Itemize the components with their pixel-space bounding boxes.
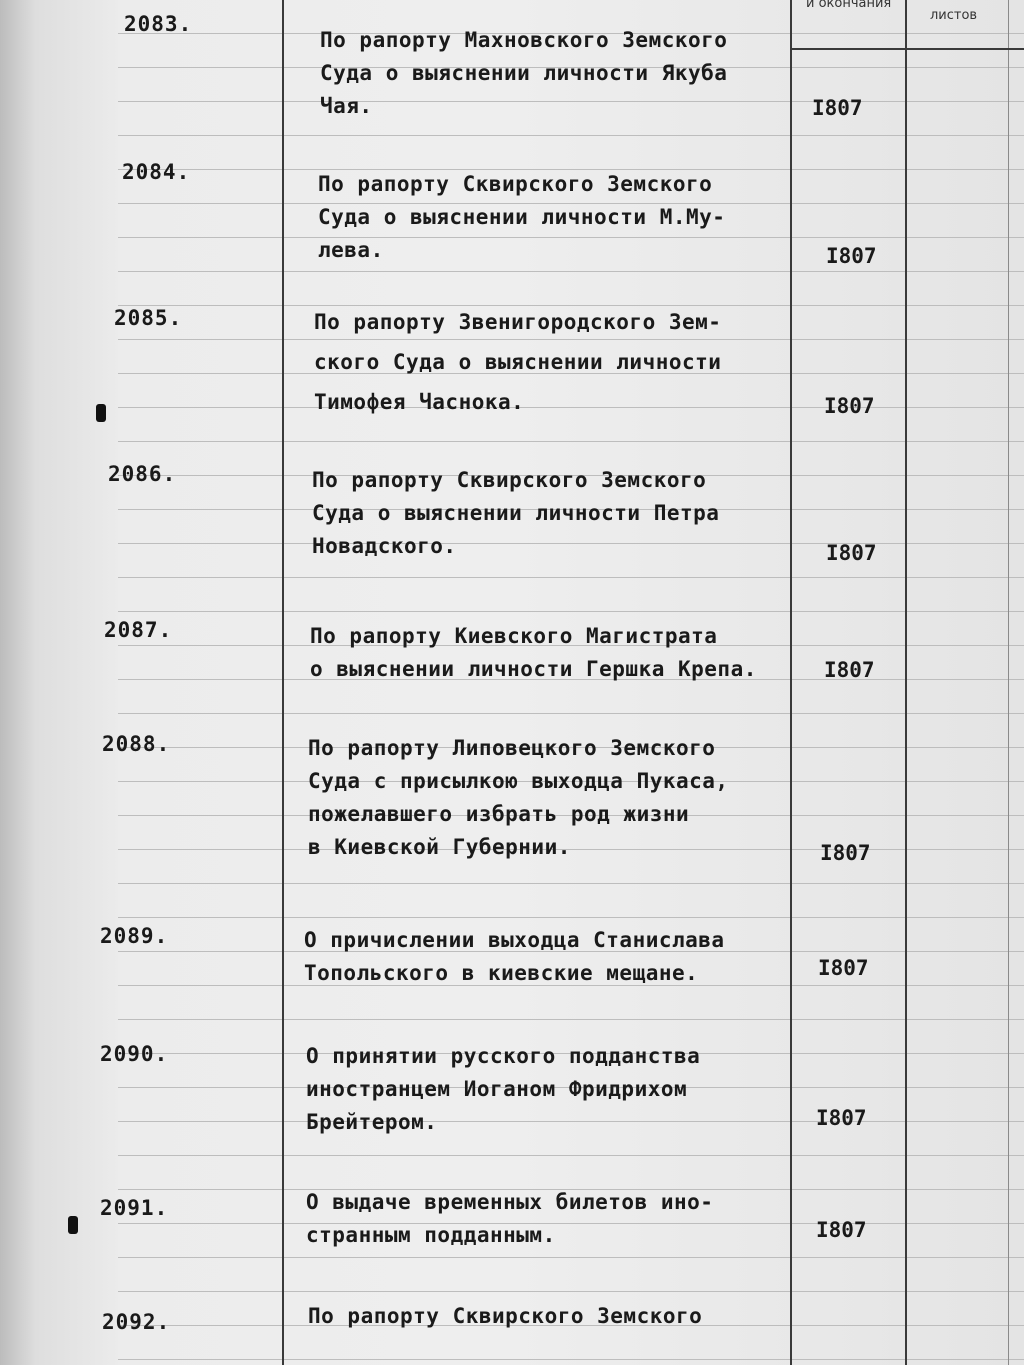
binding-hole [96,404,106,422]
entry-text: По рапорту Сквирского Земского [308,1304,703,1328]
column-rule-right [1008,0,1009,1365]
entry-text: По рапорту Киевского Магистрата о выяснении личности Гершка Крепа. [310,624,757,681]
entry-year: I807 [816,1106,867,1130]
header-rule [790,48,1024,50]
entry-number: 2084. [122,160,191,184]
entry-number: 2087. [104,618,173,642]
entry-number: 2088. [102,732,171,756]
header-sheets: листов [930,8,978,23]
page-binding [0,0,118,1365]
entry-year: I807 [826,541,877,565]
entry-year: I807 [824,658,875,682]
entry-year: I807 [818,956,869,980]
entry-year: I807 [812,96,863,120]
entry-text: О выдаче временных билетов ино- странным подданным. [306,1190,714,1247]
entry-number: 2085. [114,306,183,330]
entry-number: 2086. [108,462,177,486]
entry-number: 2092. [102,1310,171,1334]
entry-year: I807 [826,244,877,268]
entry-text: По рапорту Сквирского Земского Суда о выяснении личности Петра Новадского. [312,468,720,558]
entry-number: 2091. [100,1196,169,1220]
entry-text: По рапорту Звенигородского Зем- ского Суда о выяснении личности Тимофея Часнока. [314,310,722,414]
entry-number: 2090. [100,1042,169,1066]
entry-year: I807 [824,394,875,418]
header-end-date: и окончания [806,0,892,11]
entry-number: 2089. [100,924,169,948]
binding-hole [68,1216,78,1234]
entry-text: По рапорту Липовецкого Земского Суда с присылкою выходца Пукаса, пожелавшего избрать род жизни в Киевской Губернии. [308,736,729,859]
column-rule-number [282,0,284,1365]
entry-text: По рапорту Сквирского Земского Суда о выяснении личности М.Му- лева. [318,172,726,262]
entry-year: I807 [820,841,871,865]
entry-text: О принятии русского подданства иностранцем Иоганом Фридрихом Брейтером. [306,1044,701,1134]
entry-year: I807 [816,1218,867,1242]
entry-text: О причислении выходца Станислава Топольского в киевские мещане. [304,928,725,985]
entry-text: По рапорту Махновского Земского Суда о выяснении личности Якуба Чая. [320,28,728,118]
column-rule-sheets [905,0,907,1365]
entry-number: 2083. [124,12,193,36]
